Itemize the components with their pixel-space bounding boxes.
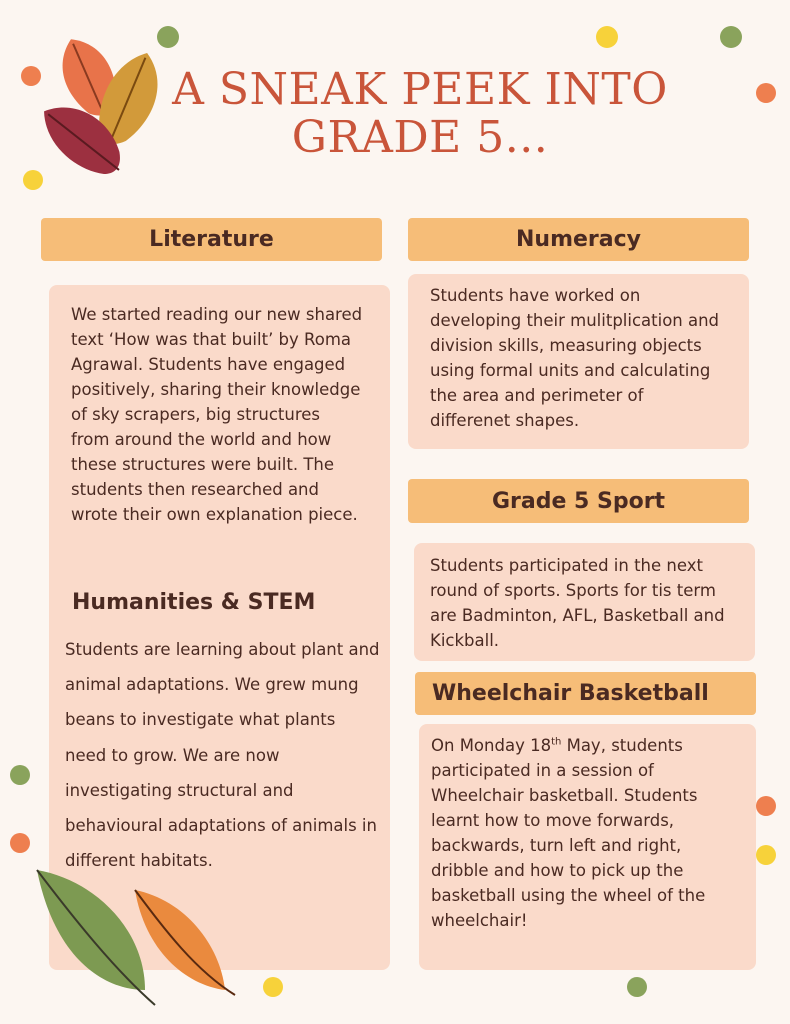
decorative-dot bbox=[756, 796, 776, 816]
decorative-dot bbox=[627, 977, 647, 997]
literature-heading: Literature bbox=[41, 218, 382, 261]
page-title: A SNEAK PEEK INTO GRADE 5... bbox=[172, 64, 668, 163]
sport-text: Students participated in the next round of sports. Sports for tis term are Badminton, AFL, Basketball and Kickball. bbox=[430, 556, 725, 650]
wheelchair-text: On Monday 18th May, students participated in a session of Wheelchair basketball. Students learnt how to move forwards, backwards, turn left and right, dribble and how to pick up the basketball using the wheel of the wheelchair! bbox=[431, 736, 706, 930]
decorative-dot bbox=[720, 26, 742, 48]
decorative-dot bbox=[263, 977, 283, 997]
decorative-dot bbox=[756, 845, 776, 865]
decorative-dot bbox=[10, 833, 30, 853]
humanities-heading: Humanities & STEM bbox=[72, 590, 316, 615]
numeracy-heading: Numeracy bbox=[408, 218, 749, 261]
autumn-leaves-icon bbox=[30, 20, 175, 190]
decorative-dot bbox=[596, 26, 618, 48]
sport-heading: Grade 5 Sport bbox=[408, 479, 749, 523]
leaves-icon bbox=[25, 860, 255, 1010]
decorative-dot bbox=[10, 765, 30, 785]
humanities-text: Students are learning about plant and animal adaptations. We grew mung beans to investigate what plants need to grow. We are now investigating structural and behavioural adaptations of animals in different habitats. bbox=[65, 640, 380, 871]
numeracy-text: Students have worked on developing their mulitplication and division skills, measuring objects using formal units and calculating the area and perimeter of differenet shapes. bbox=[430, 286, 720, 430]
wheelchair-heading: Wheelchair Basketball bbox=[415, 672, 756, 715]
literature-text: We started reading our new shared text ‘How was that built’ by Roma Agrawal. Students have engaged positively, sharing their knowledge of sky scrapers, big structures from around the world and how these structures were built. The students then researched and wrote their own explanation piece. bbox=[71, 305, 363, 524]
decorative-dot bbox=[756, 83, 776, 103]
